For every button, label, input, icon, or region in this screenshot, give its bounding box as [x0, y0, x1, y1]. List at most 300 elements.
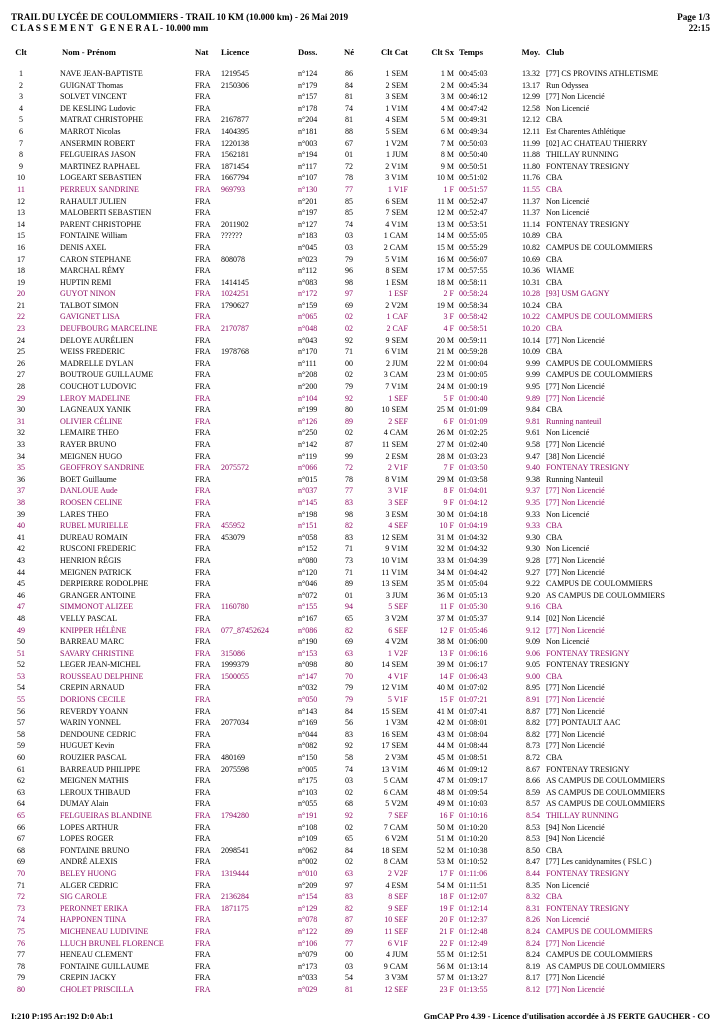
cell-name: LOPES ROGER: [60, 834, 114, 844]
cell-club: CBA: [546, 173, 563, 183]
cell-doss: n°129: [298, 903, 318, 913]
cell-clt: 72: [17, 892, 25, 902]
cell-clt-sx: 50 M: [436, 822, 454, 832]
cell-club: AS CAMPUS DE COULOMMIERS: [546, 590, 665, 600]
cell-clt-sx: 24 M: [436, 382, 454, 392]
cell-club: [77] Non Licencié: [546, 706, 605, 716]
cell-clt-cat: 3 CAM: [383, 370, 408, 380]
cell-moy: 9.12: [526, 625, 540, 635]
cell-name: MICHENEAU LUDIVINE: [60, 926, 149, 936]
cell-clt-sx: 4 M: [440, 103, 454, 113]
cell-moy: 12.12: [522, 115, 540, 125]
cell-doss: n°150: [298, 753, 318, 763]
cell-clt: 57: [17, 718, 25, 728]
cell-moy: 11.80: [522, 161, 540, 171]
cell-club: FONTENAY TRESIGNY: [546, 868, 630, 878]
cell-clt-cat: 2 SEF: [388, 416, 408, 426]
cell-name: LEGER JEAN-MICHEL: [60, 660, 141, 670]
cell-ne: 84: [345, 80, 353, 90]
cell-name: DANLOUE Aude: [60, 486, 118, 496]
cell-licence: 1319444: [221, 868, 249, 878]
cell-ne: 02: [345, 324, 353, 334]
cell-doss: n°190: [298, 637, 318, 647]
cell-moy: 9.95: [526, 382, 540, 392]
cell-clt-sx: 16 M: [436, 254, 454, 264]
cell-moy: 13.17: [522, 80, 540, 90]
col-nat: Nat: [195, 47, 209, 57]
cell-nat: FRA: [195, 103, 211, 113]
cell-doss: n°046: [298, 579, 318, 589]
cell-clt-sx: 10 M: [436, 173, 454, 183]
cell-nat: FRA: [195, 219, 211, 229]
cell-clt-cat: 6 V1M: [385, 347, 408, 357]
cell-moy: 8.66: [526, 776, 540, 786]
cell-doss: n°152: [298, 544, 318, 554]
cell-clt-sx: 49 M: [436, 799, 454, 809]
cell-clt-cat: 14 SEM: [381, 660, 408, 670]
cell-clt-sx: 35 M: [436, 579, 454, 589]
cell-ne: 81: [345, 92, 353, 102]
cell-moy: 9.28: [526, 555, 540, 565]
cell-club: FONTENAY TRESIGNY: [546, 903, 630, 913]
cell-nat: FRA: [195, 822, 211, 832]
cell-ne: 81: [345, 115, 353, 125]
cell-name: LARES THEO: [60, 509, 109, 519]
cell-clt-sx: 18 M: [436, 277, 454, 287]
cell-clt-cat: 17 SEM: [381, 741, 408, 751]
table-row: [0, 138, 724, 150]
cell-clt: 2: [19, 80, 23, 90]
cell-moy: 10.36: [522, 266, 540, 276]
cell-name: NAVE JEAN-BAPTISTE: [60, 69, 143, 78]
cell-clt-sx: 44 M: [436, 741, 454, 751]
cell-ne: 02: [345, 370, 353, 380]
cell-clt-sx: 28 M: [436, 451, 454, 461]
cell-temps: 00:58:51: [459, 324, 488, 334]
table-row: [0, 682, 724, 694]
results-table: [0, 68, 724, 996]
cell-clt-sx: 12 F: [439, 625, 454, 635]
cell-temps: 01:03:23: [459, 451, 488, 461]
cell-doss: n°151: [298, 521, 318, 531]
cell-club: CBA: [546, 753, 563, 763]
cell-clt-cat: 5 SEF: [388, 602, 408, 612]
cell-clt-cat: 5 V2M: [385, 799, 408, 809]
cell-club: CBA: [546, 300, 563, 310]
table-row: [0, 938, 724, 950]
cell-clt-sx: 9 M: [440, 161, 454, 171]
cell-ne: 71: [345, 567, 353, 577]
cell-name: MEIGNEN MATHIS: [60, 776, 129, 786]
col-clt-sx: Clt Sx: [431, 47, 454, 57]
cell-name: DENDOUNE CEDRIC: [60, 729, 136, 739]
table-row: [0, 926, 724, 938]
cell-doss: n°108: [298, 822, 318, 832]
cell-moy: 9.27: [526, 567, 540, 577]
cell-nat: FRA: [195, 231, 211, 241]
cell-doss: n°033: [298, 973, 318, 983]
cell-nat: FRA: [195, 242, 211, 252]
cell-name: SOLVET VINCENT: [60, 92, 127, 102]
cell-name: DELOYE AURÉLIEN: [60, 335, 134, 345]
cell-clt: 48: [17, 613, 25, 623]
cell-clt-sx: 3 F: [443, 312, 454, 322]
cell-temps: 01:05:30: [459, 602, 488, 612]
cell-temps: 01:04:32: [459, 532, 488, 542]
cell-nat: FRA: [195, 892, 211, 902]
cell-clt: 66: [17, 822, 25, 832]
cell-clt-sx: 22 M: [436, 358, 454, 368]
cell-doss: n°058: [298, 532, 318, 542]
cell-ne: 85: [345, 208, 353, 218]
cell-clt-cat: 8 V1M: [385, 474, 408, 484]
cell-doss: n°143: [298, 706, 318, 716]
cell-club: AS CAMPUS DE COULOMMIERS: [546, 799, 665, 809]
cell-ne: 68: [345, 799, 353, 809]
cell-clt: 3: [19, 92, 23, 102]
cell-temps: 01:05:13: [459, 590, 488, 600]
table-row: [0, 613, 724, 625]
cell-moy: 10.69: [522, 254, 540, 264]
cell-ne: 56: [345, 718, 353, 728]
table-row: [0, 126, 724, 138]
cell-licence: 455952: [221, 521, 245, 531]
cell-temps: 01:12:07: [459, 892, 488, 902]
cell-nat: FRA: [195, 324, 211, 334]
cell-clt-sx: 26 M: [436, 428, 454, 438]
cell-clt-sx: 46 M: [436, 764, 454, 774]
cell-clt: 15: [17, 231, 25, 241]
cell-clt-cat: 11 SEF: [384, 926, 408, 936]
cell-ne: 71: [345, 544, 353, 554]
cell-licence: 2098541: [221, 845, 249, 855]
cell-moy: 8.26: [526, 915, 540, 925]
cell-club: [77] Non Licencié: [546, 938, 605, 948]
cell-doss: n°029: [298, 984, 318, 994]
cell-clt: 23: [17, 324, 25, 334]
cell-clt-cat: 9 SEF: [388, 903, 408, 913]
cell-nat: FRA: [195, 648, 211, 658]
cell-clt: 38: [17, 497, 25, 507]
cell-doss: n°045: [298, 242, 318, 252]
cell-club: CBA: [546, 184, 563, 194]
cell-doss: n°167: [298, 613, 318, 623]
cell-nat: FRA: [195, 579, 211, 589]
cell-doss: n°181: [298, 126, 318, 136]
cell-ne: 82: [345, 903, 353, 913]
cell-clt-sx: 14 F: [439, 671, 454, 681]
cell-doss: n°037: [298, 486, 318, 496]
cell-name: FELGUEIRAS BLANDINE: [60, 811, 152, 820]
cell-nat: FRA: [195, 463, 211, 473]
cell-name: ROUZIER PASCAL: [60, 753, 127, 763]
table-row: [0, 393, 724, 405]
cell-clt: 41: [17, 532, 25, 542]
cell-doss: n°080: [298, 555, 318, 565]
cell-doss: n°147: [298, 671, 318, 681]
cell-nat: FRA: [195, 857, 211, 867]
cell-name: LOGEART SEBASTIEN: [60, 173, 142, 183]
table-row: [0, 787, 724, 799]
cell-name: VELLY PASCAL: [60, 613, 118, 623]
cell-clt: 71: [17, 880, 25, 890]
cell-clt-sx: 2 F: [443, 289, 454, 299]
cell-doss: n°109: [298, 834, 318, 844]
cell-clt-cat: 1 V2M: [385, 138, 408, 148]
table-row: [0, 416, 724, 428]
cell-club: CBA: [546, 532, 563, 542]
cell-temps: 01:00:05: [459, 370, 488, 380]
cell-clt: 32: [17, 428, 25, 438]
cell-clt: 34: [17, 451, 25, 461]
cell-name: PERREUX SANDRINE: [60, 184, 139, 194]
cell-club: FONTENAY TRESIGNY: [546, 161, 630, 171]
cell-clt-sx: 33 M: [436, 555, 454, 565]
cell-name: CHOLET PRISCILLA: [60, 984, 134, 994]
col-temps: Temps: [459, 47, 484, 57]
cell-doss: n°179: [298, 80, 318, 90]
cell-doss: n°032: [298, 683, 318, 693]
cell-moy: 9.33: [526, 521, 540, 531]
cell-club: [77] CS PROVINS ATHLETISME: [546, 69, 659, 78]
cell-doss: n°124: [298, 69, 318, 78]
cell-clt: 20: [17, 289, 25, 299]
cell-name: GUIGNAT Thomas: [60, 80, 124, 90]
cell-name: COUCHOT LUDOVIC: [60, 382, 137, 392]
cell-moy: 10.14: [522, 335, 540, 345]
cell-doss: n°199: [298, 405, 318, 415]
cell-nat: FRA: [195, 184, 211, 194]
cell-clt: 39: [17, 509, 25, 519]
cell-temps: 01:10:20: [459, 822, 488, 832]
cell-ne: 74: [345, 219, 353, 229]
cell-moy: 9.14: [526, 613, 540, 623]
cell-moy: 8.17: [526, 973, 540, 983]
cell-nat: FRA: [195, 637, 211, 647]
cell-ne: 98: [345, 277, 353, 287]
cell-clt: 16: [17, 242, 25, 252]
cell-club: CBA: [546, 602, 563, 612]
cell-licence: 1414145: [221, 277, 249, 287]
table-row: [0, 717, 724, 729]
table-row: [0, 914, 724, 926]
cell-clt: 33: [17, 440, 25, 449]
cell-doss: n°155: [298, 602, 318, 612]
cell-licence: 2077034: [221, 718, 249, 728]
cell-ne: 96: [345, 266, 353, 276]
cell-club: [77] PONTAULT AAC: [546, 718, 621, 728]
cell-moy: 10.31: [522, 277, 540, 287]
cell-temps: 01:11:51: [459, 880, 488, 890]
cell-doss: n°044: [298, 729, 318, 739]
cell-name: DUREAU ROMAIN: [60, 532, 128, 542]
cell-clt-sx: 48 M: [436, 787, 454, 797]
cell-nat: FRA: [195, 938, 211, 948]
cell-nat: FRA: [195, 602, 211, 612]
table-row: [0, 103, 724, 115]
cell-club: [77] Non Licencié: [546, 486, 605, 496]
cell-temps: 01:10:03: [459, 799, 488, 809]
cell-licence: 1219545: [221, 69, 249, 78]
cell-clt-cat: 7 V1M: [385, 382, 408, 392]
cell-name: GRANGER ANTOINE: [60, 590, 136, 600]
cell-moy: 8.24: [526, 950, 540, 960]
cell-moy: 9.22: [526, 579, 540, 589]
cell-doss: n°170: [298, 347, 318, 357]
cell-clt-sx: 39 M: [436, 660, 454, 670]
cell-clt: 70: [17, 868, 25, 878]
cell-moy: 9.00: [526, 671, 540, 681]
table-row: [0, 601, 724, 613]
cell-name: FONTAINE William: [60, 231, 128, 241]
cell-ne: 92: [345, 811, 353, 820]
cell-doss: n°157: [298, 92, 318, 102]
cell-clt-cat: 1 V1M: [385, 103, 408, 113]
cell-moy: 8.53: [526, 834, 540, 844]
cell-club: Running nanteuil: [546, 416, 602, 426]
cell-moy: 8.82: [526, 718, 540, 728]
cell-ne: 82: [345, 625, 353, 635]
cell-nat: FRA: [195, 150, 211, 160]
table-row: [0, 543, 724, 555]
cell-clt: 69: [17, 857, 25, 867]
cell-club: [77] Non Licencié: [546, 440, 605, 449]
cell-doss: n°200: [298, 382, 318, 392]
cell-nat: FRA: [195, 555, 211, 565]
cell-moy: 11.99: [522, 138, 540, 148]
cell-nat: FRA: [195, 753, 211, 763]
cell-nat: FRA: [195, 393, 211, 403]
cell-ne: 74: [345, 103, 353, 113]
cell-doss: n°209: [298, 880, 318, 890]
cell-nat: FRA: [195, 161, 211, 171]
cell-clt-cat: 6 SEM: [385, 196, 408, 206]
cell-temps: 01:12:37: [459, 915, 488, 925]
cell-moy: 10.20: [522, 324, 540, 334]
cell-doss: n°142: [298, 440, 318, 449]
table-row: [0, 961, 724, 973]
cell-name: GEOFFROY SANDRINE: [60, 463, 145, 473]
cell-ne: 79: [345, 382, 353, 392]
cell-club: FONTENAY TRESIGNY: [546, 463, 630, 473]
table-row: [0, 451, 724, 463]
cell-licence: 1790627: [221, 300, 249, 310]
cell-clt-cat: 1 V1F: [387, 184, 408, 194]
cell-licence: 453079: [221, 532, 245, 542]
cell-name: MARCHAL RÉMY: [60, 266, 125, 276]
cell-doss: n°169: [298, 718, 318, 728]
cell-temps: 00:49:34: [459, 126, 488, 136]
cell-nat: FRA: [195, 300, 211, 310]
cell-clt: 65: [17, 811, 25, 820]
cell-doss: n°083: [298, 277, 318, 287]
cell-clt-sx: 29 M: [436, 474, 454, 484]
table-row: [0, 532, 724, 544]
cell-name: HENEAU CLEMENT: [60, 950, 133, 960]
ranking-title: C L A S S E M E N T G E N E R A L - 10.000 mm: [11, 23, 209, 33]
cell-clt-sx: 7 M: [440, 138, 454, 148]
table-row: [0, 196, 724, 208]
cell-moy: 10.22: [522, 312, 540, 322]
cell-clt: 43: [17, 555, 25, 565]
cell-clt-cat: 3 V1F: [387, 486, 408, 496]
cell-clt: 19: [17, 277, 25, 287]
cell-nat: FRA: [195, 718, 211, 728]
cell-clt-cat: 12 SEM: [381, 532, 408, 542]
cell-club: [02] Non Licencié: [546, 613, 605, 623]
cell-club: CBA: [546, 115, 563, 125]
cell-nat: FRA: [195, 868, 211, 878]
cell-club: FONTENAY TRESIGNY: [546, 219, 630, 229]
cell-moy: 10.24: [522, 300, 540, 310]
cell-ne: 63: [345, 868, 353, 878]
cell-name: PARENT CHRISTOPHE: [60, 219, 142, 229]
table-row: [0, 625, 724, 637]
cell-ne: 72: [345, 463, 353, 473]
cell-temps: 00:58:24: [459, 289, 488, 299]
cell-name: CARON STEPHANE: [60, 254, 131, 264]
cell-moy: 8.54: [526, 811, 540, 820]
cell-club: [77] Non Licencié: [546, 695, 605, 705]
cell-club: [77] Non Licencié: [546, 625, 605, 635]
cell-clt-cat: 3 JUM: [385, 590, 408, 600]
cell-clt: 12: [17, 196, 25, 206]
cell-temps: 00:58:34: [459, 300, 488, 310]
cell-club: AS CAMPUS DE COULOMMIERS: [546, 961, 665, 971]
table-row: [0, 891, 724, 903]
table-row: [0, 729, 724, 741]
cell-ne: 77: [345, 486, 353, 496]
cell-nat: FRA: [195, 741, 211, 751]
cell-club: CAMPUS DE COULOMMIERS: [546, 358, 653, 368]
cell-clt: 79: [17, 973, 25, 983]
cell-doss: n°119: [298, 451, 317, 461]
cell-ne: 02: [345, 428, 353, 438]
cell-doss: n°005: [298, 764, 318, 774]
cell-ne: 77: [345, 938, 353, 948]
cell-nat: FRA: [195, 811, 211, 820]
cell-licence: 1794280: [221, 811, 249, 820]
cell-clt: 35: [17, 463, 25, 473]
cell-club: [77] Les canidynamites ( FSLC ): [546, 857, 652, 867]
cell-clt-cat: 1 CAM: [383, 231, 408, 241]
cell-clt-sx: 23 F: [439, 984, 454, 994]
cell-doss: n°023: [298, 254, 318, 264]
cell-doss: n°086: [298, 625, 318, 635]
cell-nat: FRA: [195, 335, 211, 345]
cell-clt-sx: 31 M: [436, 532, 454, 542]
cell-ne: 78: [345, 474, 353, 484]
cell-doss: n°055: [298, 799, 318, 809]
cell-clt-sx: 36 M: [436, 590, 454, 600]
cell-name: CREPIN ARNAUD: [60, 683, 125, 693]
cell-ne: 79: [345, 683, 353, 693]
cell-name: ROOSEN CELINE: [60, 497, 123, 507]
cell-clt-sx: 17 F: [439, 868, 454, 878]
cell-club: THILLAY RUNNING: [546, 150, 619, 160]
cell-moy: 8.24: [526, 938, 540, 948]
cell-nat: FRA: [195, 254, 211, 264]
cell-clt-cat: 8 SEM: [385, 266, 408, 276]
cell-doss: n°197: [298, 208, 318, 218]
cell-ne: 85: [345, 196, 353, 206]
cell-nat: FRA: [195, 382, 211, 392]
cell-nat: FRA: [195, 729, 211, 739]
table-row: [0, 219, 724, 231]
cell-name: HAPPONEN TIINA: [60, 915, 127, 925]
cell-licence: 1871454: [221, 161, 249, 171]
cell-club: Non Licencié: [546, 428, 590, 438]
